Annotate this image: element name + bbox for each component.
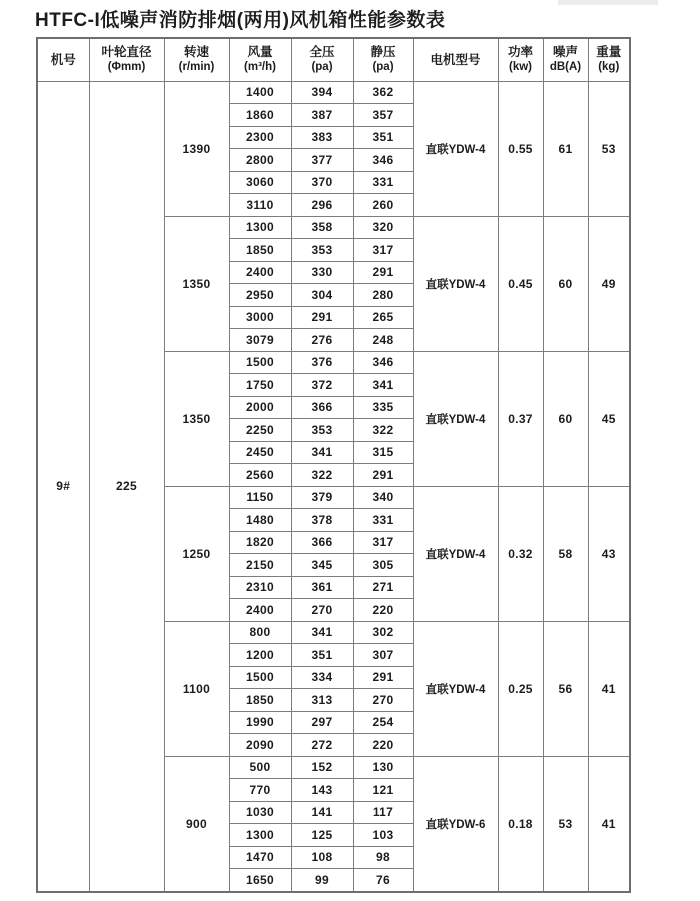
total-pressure-cell: 377 <box>291 149 353 172</box>
weight-cell: 53 <box>588 81 630 216</box>
fan-performance-table <box>36 37 631 893</box>
noise-cell: 58 <box>543 486 588 621</box>
column-header-2 <box>164 38 229 81</box>
total-pressure-cell: 141 <box>291 801 353 824</box>
column-header-unit: (kw) <box>509 61 532 74</box>
table-header <box>37 38 630 81</box>
total-pressure-cell: 351 <box>291 644 353 667</box>
static-pressure-cell: 291 <box>353 261 413 284</box>
column-header-label: 全压 <box>309 45 335 60</box>
power-cell: 0.37 <box>498 351 543 486</box>
total-pressure-cell: 378 <box>291 509 353 532</box>
airflow-cell: 1500 <box>229 666 291 689</box>
total-pressure-cell: 387 <box>291 104 353 127</box>
total-pressure-cell: 341 <box>291 621 353 644</box>
static-pressure-cell: 351 <box>353 126 413 149</box>
noise-cell: 60 <box>543 351 588 486</box>
total-pressure-cell: 358 <box>291 216 353 239</box>
column-header-label: 重量 <box>596 45 622 60</box>
airflow-cell: 1850 <box>229 239 291 262</box>
static-pressure-cell: 340 <box>353 486 413 509</box>
airflow-cell: 3060 <box>229 171 291 194</box>
total-pressure-cell: 353 <box>291 419 353 442</box>
airflow-cell: 2090 <box>229 734 291 757</box>
airflow-cell: 2250 <box>229 419 291 442</box>
noise-cell: 61 <box>543 81 588 216</box>
weight-cell: 41 <box>588 621 630 756</box>
motor-model-cell: 直联YDW-4 <box>413 216 498 351</box>
airflow-cell: 500 <box>229 756 291 779</box>
static-pressure-cell: 320 <box>353 216 413 239</box>
static-pressure-cell: 357 <box>353 104 413 127</box>
airflow-cell: 1300 <box>229 824 291 847</box>
airflow-cell: 2950 <box>229 284 291 307</box>
total-pressure-cell: 376 <box>291 351 353 374</box>
static-pressure-cell: 220 <box>353 734 413 757</box>
table-body <box>37 81 630 892</box>
total-pressure-cell: 125 <box>291 824 353 847</box>
page-title: HTFC-I低噪声消防排烟(两用)风机箱性能参数表 <box>35 10 446 31</box>
static-pressure-cell: 103 <box>353 824 413 847</box>
airflow-cell: 1650 <box>229 869 291 893</box>
power-cell: 0.55 <box>498 81 543 216</box>
airflow-cell: 3110 <box>229 194 291 217</box>
airflow-cell: 800 <box>229 621 291 644</box>
total-pressure-cell: 330 <box>291 261 353 284</box>
weight-cell: 43 <box>588 486 630 621</box>
speed-cell: 1100 <box>164 621 229 756</box>
total-pressure-cell: 296 <box>291 194 353 217</box>
speed-cell: 1350 <box>164 351 229 486</box>
weight-cell: 41 <box>588 756 630 892</box>
airflow-cell: 1480 <box>229 509 291 532</box>
static-pressure-cell: 346 <box>353 351 413 374</box>
static-pressure-cell: 254 <box>353 711 413 734</box>
total-pressure-cell: 276 <box>291 329 353 352</box>
airflow-cell: 1150 <box>229 486 291 509</box>
column-header-9 <box>588 38 630 81</box>
column-header-unit: (r/min) <box>178 61 215 74</box>
column-header-label: 静压 <box>370 45 396 60</box>
column-header-label: 电机型号 <box>430 52 481 67</box>
total-pressure-cell: 99 <box>291 869 353 893</box>
speed-cell: 1390 <box>164 81 229 216</box>
impeller-diameter-cell: 225 <box>89 81 164 892</box>
column-header-8 <box>543 38 588 81</box>
total-pressure-cell: 379 <box>291 486 353 509</box>
airflow-cell: 2000 <box>229 396 291 419</box>
total-pressure-cell: 361 <box>291 576 353 599</box>
static-pressure-cell: 117 <box>353 801 413 824</box>
power-cell: 0.32 <box>498 486 543 621</box>
airflow-cell: 1200 <box>229 644 291 667</box>
noise-cell: 56 <box>543 621 588 756</box>
column-header-3 <box>229 38 291 81</box>
airflow-cell: 1030 <box>229 801 291 824</box>
static-pressure-cell: 302 <box>353 621 413 644</box>
static-pressure-cell: 291 <box>353 464 413 487</box>
static-pressure-cell: 331 <box>353 171 413 194</box>
airflow-cell: 1500 <box>229 351 291 374</box>
power-cell: 0.18 <box>498 756 543 892</box>
static-pressure-cell: 248 <box>353 329 413 352</box>
airflow-cell: 770 <box>229 779 291 802</box>
static-pressure-cell: 322 <box>353 419 413 442</box>
airflow-cell: 3000 <box>229 306 291 329</box>
scan-artifact-strip <box>558 0 658 5</box>
total-pressure-cell: 291 <box>291 306 353 329</box>
machine-no-cell: 9# <box>37 81 89 892</box>
static-pressure-cell: 335 <box>353 396 413 419</box>
motor-model-cell: 直联YDW-6 <box>413 756 498 892</box>
airflow-cell: 2150 <box>229 554 291 577</box>
total-pressure-cell: 313 <box>291 689 353 712</box>
static-pressure-cell: 220 <box>353 599 413 622</box>
airflow-cell: 1850 <box>229 689 291 712</box>
total-pressure-cell: 345 <box>291 554 353 577</box>
static-pressure-cell: 291 <box>353 666 413 689</box>
airflow-cell: 2450 <box>229 441 291 464</box>
airflow-cell: 1820 <box>229 531 291 554</box>
static-pressure-cell: 331 <box>353 509 413 532</box>
airflow-cell: 1750 <box>229 374 291 397</box>
static-pressure-cell: 76 <box>353 869 413 893</box>
column-header-1 <box>89 38 164 81</box>
airflow-cell: 1990 <box>229 711 291 734</box>
static-pressure-cell: 341 <box>353 374 413 397</box>
airflow-cell: 1300 <box>229 216 291 239</box>
airflow-cell: 2560 <box>229 464 291 487</box>
airflow-cell: 2800 <box>229 149 291 172</box>
column-header-unit: (pa) <box>372 61 394 74</box>
static-pressure-cell: 260 <box>353 194 413 217</box>
static-pressure-cell: 307 <box>353 644 413 667</box>
total-pressure-cell: 334 <box>291 666 353 689</box>
speed-cell: 1350 <box>164 216 229 351</box>
power-cell: 0.45 <box>498 216 543 351</box>
airflow-cell: 1470 <box>229 846 291 869</box>
column-header-label: 功率 <box>507 45 533 60</box>
airflow-cell: 2300 <box>229 126 291 149</box>
column-header-label: 风量 <box>247 45 273 60</box>
airflow-cell: 3079 <box>229 329 291 352</box>
total-pressure-cell: 272 <box>291 734 353 757</box>
static-pressure-cell: 270 <box>353 689 413 712</box>
airflow-cell: 1400 <box>229 81 291 104</box>
total-pressure-cell: 341 <box>291 441 353 464</box>
airflow-cell: 1860 <box>229 104 291 127</box>
static-pressure-cell: 317 <box>353 239 413 262</box>
column-header-label: 噪声 <box>552 45 578 60</box>
column-header-5 <box>353 38 413 81</box>
static-pressure-cell: 265 <box>353 306 413 329</box>
static-pressure-cell: 362 <box>353 81 413 104</box>
column-header-7 <box>498 38 543 81</box>
noise-cell: 60 <box>543 216 588 351</box>
total-pressure-cell: 270 <box>291 599 353 622</box>
column-header-unit: (pa) <box>311 61 333 74</box>
total-pressure-cell: 297 <box>291 711 353 734</box>
column-header-label: 转速 <box>183 45 209 60</box>
noise-cell: 53 <box>543 756 588 892</box>
airflow-cell: 2310 <box>229 576 291 599</box>
total-pressure-cell: 394 <box>291 81 353 104</box>
total-pressure-cell: 366 <box>291 531 353 554</box>
motor-model-cell: 直联YDW-4 <box>413 621 498 756</box>
static-pressure-cell: 317 <box>353 531 413 554</box>
column-header-label: 叶轮直径 <box>101 45 152 60</box>
column-header-4 <box>291 38 353 81</box>
weight-cell: 49 <box>588 216 630 351</box>
column-header-label: 机号 <box>50 52 76 67</box>
speed-cell: 900 <box>164 756 229 892</box>
motor-model-cell: 直联YDW-4 <box>413 351 498 486</box>
static-pressure-cell: 305 <box>353 554 413 577</box>
static-pressure-cell: 271 <box>353 576 413 599</box>
total-pressure-cell: 152 <box>291 756 353 779</box>
total-pressure-cell: 353 <box>291 239 353 262</box>
static-pressure-cell: 315 <box>353 441 413 464</box>
column-header-0 <box>37 38 89 81</box>
total-pressure-cell: 322 <box>291 464 353 487</box>
column-header-unit: (kg) <box>598 61 620 74</box>
table-row <box>37 81 630 104</box>
motor-model-cell: 直联YDW-4 <box>413 486 498 621</box>
total-pressure-cell: 366 <box>291 396 353 419</box>
total-pressure-cell: 372 <box>291 374 353 397</box>
column-header-6 <box>413 38 498 81</box>
total-pressure-cell: 108 <box>291 846 353 869</box>
static-pressure-cell: 121 <box>353 779 413 802</box>
static-pressure-cell: 98 <box>353 846 413 869</box>
motor-model-cell: 直联YDW-4 <box>413 81 498 216</box>
airflow-cell: 2400 <box>229 261 291 284</box>
airflow-cell: 2400 <box>229 599 291 622</box>
static-pressure-cell: 280 <box>353 284 413 307</box>
static-pressure-cell: 346 <box>353 149 413 172</box>
weight-cell: 45 <box>588 351 630 486</box>
total-pressure-cell: 143 <box>291 779 353 802</box>
column-header-unit: (m³/h) <box>244 61 276 74</box>
total-pressure-cell: 383 <box>291 126 353 149</box>
total-pressure-cell: 370 <box>291 171 353 194</box>
static-pressure-cell: 130 <box>353 756 413 779</box>
total-pressure-cell: 304 <box>291 284 353 307</box>
column-header-unit: (Φmm) <box>107 61 146 74</box>
power-cell: 0.25 <box>498 621 543 756</box>
speed-cell: 1250 <box>164 486 229 621</box>
column-header-unit: dB(A) <box>549 61 582 74</box>
